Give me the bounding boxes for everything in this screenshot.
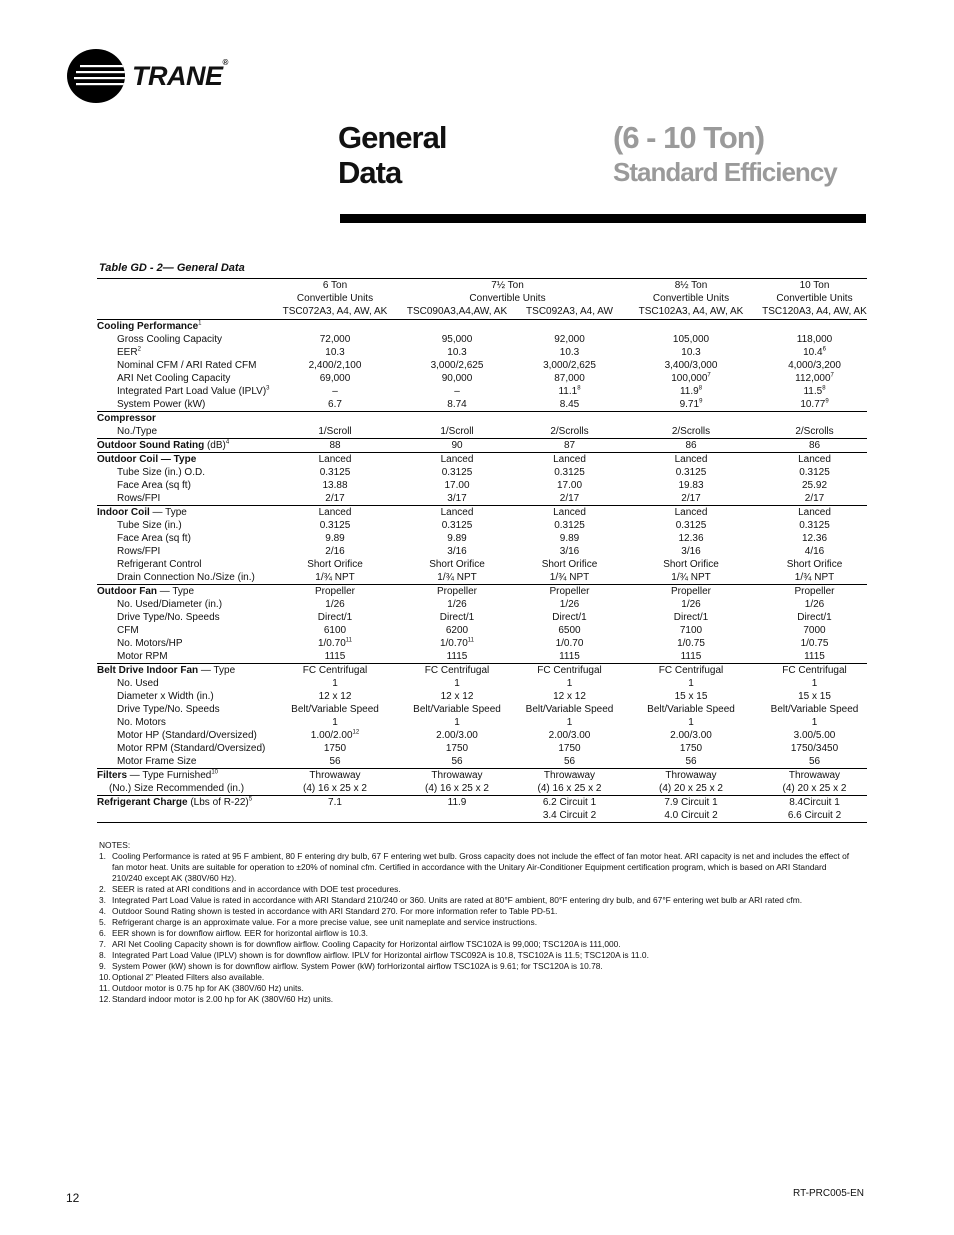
section-title: Compressor xyxy=(97,413,156,424)
table-cell: 7100 xyxy=(679,625,703,636)
table-cell: Short Orifice xyxy=(663,559,719,570)
table-cell: 10.77$^9$ xyxy=(762,398,867,412)
table-cell: 1/0.75 xyxy=(800,638,829,649)
table-cell: Propeller xyxy=(314,586,356,597)
table-cell: 17.00 xyxy=(556,480,583,491)
table-cell: Short Orifice xyxy=(429,559,485,570)
table-row: Rows/FPI 2/17 3/17 2/17 2/17 2/17 xyxy=(97,492,867,506)
table-cell: Lanced xyxy=(798,454,831,465)
table-cell: 0.3125 xyxy=(319,467,351,478)
table-row: Indoor Coil — Type Lanced Lanced Lanced Lanced Lanced xyxy=(97,506,867,520)
charge-section xyxy=(97,796,867,823)
table-cell: 1115 xyxy=(395,650,519,664)
table-cell: 56 xyxy=(275,755,395,769)
table-cell: FC Centrifugal xyxy=(658,665,724,676)
section-title: Outdoor Fan xyxy=(97,586,157,597)
compressor-section xyxy=(97,412,867,439)
table-cell: 1115 xyxy=(275,650,395,664)
header-models-row xyxy=(97,305,867,320)
table-cell: Lanced xyxy=(440,454,474,465)
table-cell: 1750 xyxy=(679,743,703,754)
trane-logo-icon xyxy=(66,48,126,104)
table-cell: Belt/Variable Speed xyxy=(291,704,379,715)
page-number: 12 xyxy=(66,1191,80,1205)
table-row: Diameter x Width (in.) 12 x 12 12 x 12 12 x 12 15 x 15 15 x 15 xyxy=(97,690,867,703)
table-cell: (4) 16 x 25 x 2 xyxy=(519,782,620,796)
note-item: 11. Outdoor motor is 0.75 hp for AK (380V/60 Hz) units. xyxy=(99,983,304,993)
table-cell: 1 xyxy=(688,717,694,728)
table-row: Gross Cooling Capacity 72,000 95,000 92,000 105,000 118,000 xyxy=(97,333,867,346)
table-cell: 0.3125 xyxy=(799,520,830,531)
table-cell: 6200 xyxy=(445,625,469,636)
title-rule xyxy=(340,214,866,223)
outdoor-fan-section xyxy=(97,585,867,664)
table-row: Nominal CFM / ARI Rated CFM 2,400/2,100 3,000/2,625 3,000/2,625 3,400/3,000 4,000/3,200 xyxy=(97,359,867,372)
table-row: CFM 6100 6200 6500 7100 7000 xyxy=(97,624,867,637)
note-item: 3. Integrated Part Load Value is rated in accordance with ARI Standard 210/240 or 360. Units are rated at 80°F ambient, 80°F entering dry bulb, and 67°F entering wet bulb ar ARI rated cfm. xyxy=(99,895,803,905)
table-cell: 2/Scrolls xyxy=(519,425,620,439)
table-cell: 3,400/3,000 xyxy=(664,360,718,371)
table-cell: 4,000/3,200 xyxy=(788,360,841,371)
table-cell: 6.2 Circuit 1 xyxy=(542,797,597,808)
table-cell: 100,000$^7$ xyxy=(671,372,711,384)
table-cell: 2/16 xyxy=(325,546,345,557)
table-row: EER$^2$ 10.3 10.3 10.3 10.3 10.4$^6$ xyxy=(97,346,867,359)
table-cell: 0.3125 xyxy=(554,467,585,478)
table-cell: 2/Scrolls xyxy=(762,425,867,439)
note-item: 5. Refrigerant charge is an approximate value. For a more precise value, see unit nameplate and service instructions. xyxy=(99,917,538,927)
table-row: Outdoor Sound Rating (dB)$^4$ 88 90 87 86 86 xyxy=(97,439,867,453)
table-row: No. Used 1 1 1 1 1 xyxy=(97,677,867,690)
table-row: Drive Type/No. Speeds Belt/Variable Speed Belt/Variable Speed Belt/Variable Speed Belt/Variable Speed Belt/Variable Speed xyxy=(97,703,867,716)
table-row: Drive Type/No. Speeds Direct/1 Direct/1 Direct/1 Direct/1 Direct/1 xyxy=(97,611,867,624)
unit-type-header: Convertible Units xyxy=(296,293,374,304)
table-cell: 0.3125 xyxy=(441,467,473,478)
table-cell: 0.3125 xyxy=(675,467,707,478)
table-cell: 86 xyxy=(762,439,867,453)
table-cell: 112,000$^7$ xyxy=(795,372,834,384)
table-cell: 10.3 xyxy=(447,347,467,358)
table-cell: 15 x 15 xyxy=(674,691,708,702)
table-cell: 11.1$^8$ xyxy=(558,385,581,397)
table-cell: Direct/1 xyxy=(797,612,832,623)
table-row: Outdoor Fan — Type Propeller Propeller Propeller Propeller Propeller xyxy=(97,585,867,599)
section-row xyxy=(97,412,867,426)
table-row: ARI Net Cooling Capacity 69,000 90,000 87,000 100,000$^7$ 112,000$^7$ xyxy=(97,372,867,385)
table-cell: – xyxy=(332,386,338,397)
table-cell: 1750/3450 xyxy=(790,743,839,754)
table-cell: 1/26 xyxy=(559,599,580,610)
table-row: System Power (kW) 6.7 8.74 8.45 9.71$^9$ 10.77$^9$ xyxy=(97,398,867,412)
table-cell: Belt/Variable Speed xyxy=(647,704,735,715)
table-row: Tube Size (in.) O.D. 0.3125 0.3125 0.3125 0.3125 0.3125 xyxy=(97,466,867,479)
table-cell: 3/16 xyxy=(559,546,580,557)
table-cell: 8.74 xyxy=(395,398,519,412)
table-cell: 11.5$^8$ xyxy=(803,385,826,397)
table-cell: 13.88 xyxy=(322,480,348,491)
note-item: 10. Optional 2” Pleated Filters also available. xyxy=(99,972,265,982)
table-cell: 7.9 Circuit 1 xyxy=(664,797,718,808)
table-cell: 1750 xyxy=(445,743,469,754)
table-cell: 1 xyxy=(811,678,818,689)
outdoor-coil-section xyxy=(97,453,867,506)
table-cell: 7.1 xyxy=(328,797,342,808)
table-cell: Propeller xyxy=(794,586,835,597)
unit-type-header: Convertible Units xyxy=(776,293,853,304)
table-cell: 0.3125 xyxy=(554,520,585,531)
header-tons-row xyxy=(97,279,867,293)
note-item: 2. SEER is rated at ARI conditions and in accordance with DOE test procedures. xyxy=(99,884,401,894)
table-cell: 1/0.70$^{11}$ xyxy=(439,637,475,649)
table-cell: 1750 xyxy=(323,743,347,754)
indoor-fan-section xyxy=(97,664,867,769)
note-item: 4. Outdoor Sound Rating shown is tested in accordance with ARI Standard 270. For more information refer to Table PD-51. xyxy=(99,906,558,916)
table-row: Refrigerant Charge (Lbs of R-22)$^5$ 7.1 11.9 6.2 Circuit 1 7.9 Circuit 1 8.4Circuit 1 xyxy=(97,796,867,810)
table-cell: 6500 xyxy=(558,625,581,636)
table-row: Refrigerant Control Short Orifice Short Orifice Short Orifice Short Orifice Short Orifice xyxy=(97,558,867,571)
table-cell: Lanced xyxy=(798,507,831,518)
table-cell: 12.36 xyxy=(801,533,828,544)
table-cell: 92,000 xyxy=(554,334,585,345)
table-cell: 11.9 xyxy=(447,797,467,808)
ton-header: 10 Ton xyxy=(762,279,867,293)
section-row: Cooling Performance$^1$ xyxy=(97,320,202,332)
table-cell: Throwaway xyxy=(665,770,717,781)
table-cell: 2/17 xyxy=(519,492,620,506)
table-cell: 1115 xyxy=(519,650,620,664)
model-header: TSC072A3, A4, AW, AK xyxy=(275,305,395,320)
table-cell: 1 xyxy=(454,717,460,728)
table-cell: 8.4Circuit 1 xyxy=(789,797,840,808)
table-cell: 1/0.70$^{11}$ xyxy=(317,637,353,649)
table-cell: 105,000 xyxy=(672,334,710,345)
ton-header: 8½ Ton xyxy=(620,279,762,293)
notes-list xyxy=(99,851,859,1005)
table-cell: 6100 xyxy=(323,625,347,636)
table-cell: Lanced xyxy=(318,454,352,465)
table-cell: 10.3 xyxy=(559,347,580,358)
table-cell: 1/26 xyxy=(325,599,345,610)
table-cell: 0.3125 xyxy=(675,520,707,531)
table-cell: (4) 16 x 25 x 2 xyxy=(275,782,395,796)
table-cell: 95,000 xyxy=(441,334,473,345)
note-item: 7. ARI Net Cooling Capacity shown is for downflow airflow. Cooling Capacity for Horizontal airflow TSC102A is 99,000; TSC120A is 111,000. xyxy=(99,939,621,949)
table-row: Tube Size (in.) 0.3125 0.3125 0.3125 0.3125 0.3125 xyxy=(97,519,867,532)
table-cell: 12 x 12 xyxy=(440,691,474,702)
table-cell: 1/Scroll xyxy=(275,425,395,439)
table-cell: 0.3125 xyxy=(319,520,351,531)
section-title: Outdoor Sound Rating xyxy=(97,440,205,451)
notes xyxy=(99,840,859,1005)
table-cell: Propeller xyxy=(549,586,590,597)
table-cell: 2.00/3.00 xyxy=(670,730,712,741)
table-row: Filters — Type Furnished$^{10}$ Throwaway Throwaway Throwaway Throwaway Throwaway xyxy=(97,769,867,783)
table-cell: 1 xyxy=(454,678,460,689)
table-cell: 15 x 15 xyxy=(798,691,831,702)
table-cell: 12 x 12 xyxy=(318,691,352,702)
document-code: RT-PRC005-EN xyxy=(793,1188,864,1199)
table-row: Integrated Part Load Value (IPLV)$^3$ – – 11.1$^8$ 11.9$^8$ 11.5$^8$ xyxy=(97,385,867,398)
table-cell: 12 x 12 xyxy=(553,691,586,702)
table-cell: 3.00/5.00 xyxy=(793,730,836,741)
table-cell: (4) 20 x 25 x 2 xyxy=(762,782,867,796)
table-cell: Belt/Variable Speed xyxy=(770,704,859,715)
table-cell: 6.7 xyxy=(275,398,395,412)
model-header: TSC090A3,A4,AW, AK xyxy=(395,305,519,320)
filters-section xyxy=(97,769,867,796)
ton-header: 7½ Ton xyxy=(395,279,620,293)
table-row: No. Used/Diameter (in.) 1/26 1/26 1/26 1/26 1/26 xyxy=(97,598,867,611)
model-header: TSC092A3, A4, AW xyxy=(519,305,620,320)
table-cell: 7000 xyxy=(803,625,826,636)
table-cell: 2/17 xyxy=(762,492,867,506)
table-cell: Belt/Variable Speed xyxy=(525,704,614,715)
note-item: 8. Integrated Part Load Value (IPLV) shown is for downflow airflow. IPLV for Horizontal airflow TSC092A is 10.8, TSC102A is 11.5; TSC120A is 11.0. xyxy=(99,950,649,960)
table-cell: 56 xyxy=(620,755,762,769)
section-title: Indoor Coil xyxy=(97,507,150,518)
table-cell: 0.3125 xyxy=(441,520,473,531)
table-cell: Lanced xyxy=(318,507,352,518)
table-cell: Lanced xyxy=(440,507,474,518)
table-cell: 1/¾ NPT xyxy=(762,571,867,585)
table-row xyxy=(97,453,867,467)
note-item: 9. System Power (kW) shown is for downflow airflow. System Power (kW) forHorizontal airflow TSC102A is 9.61; for TSC120A is 10.78. xyxy=(99,961,603,971)
table-cell: 3,000/2,625 xyxy=(430,360,484,371)
brand-wordmark: TRANE® xyxy=(132,57,228,91)
table-row: Motor Frame Size 56 56 56 56 56 xyxy=(97,755,867,769)
table-row: Face Area (sq ft) 13.88 17.00 17.00 19.83 25.92 xyxy=(97,479,867,492)
table-cell: 72,000 xyxy=(319,334,351,345)
table-cell: 56 xyxy=(762,755,867,769)
table-cell: Propeller xyxy=(436,586,478,597)
table-cell: 9.89 xyxy=(325,533,345,544)
table-cell: Direct/1 xyxy=(317,612,353,623)
table-cell: 25.92 xyxy=(801,480,828,491)
table-cell: (4) 20 x 25 x 2 xyxy=(620,782,762,796)
table-row: No./Type 1/Scroll 1/Scroll 2/Scrolls 2/Scrolls 2/Scrolls xyxy=(97,425,867,439)
table-cell: 1 xyxy=(811,717,818,728)
table-cell: Direct/1 xyxy=(552,612,587,623)
table-cell: 1 xyxy=(566,717,573,728)
table-cell: 1/¾ NPT xyxy=(395,571,519,585)
table-cell: 1/0.75 xyxy=(677,638,705,649)
table-cell: 1/Scroll xyxy=(395,425,519,439)
table-cell: 10.3 xyxy=(325,347,345,358)
table-cell: 90 xyxy=(395,439,519,453)
note-item: 12. Standard indoor motor is 2.00 hp for AK (380V/60 Hz) units. xyxy=(99,994,334,1004)
table-cell: Throwaway xyxy=(543,770,596,781)
table-cell xyxy=(395,809,519,823)
table-cell: Throwaway xyxy=(788,770,841,781)
table-cell: FC Centrifugal xyxy=(302,665,368,676)
table-row: (No.) Size Recommended (in.) (4) 16 x 25 x 2 (4) 16 x 25 x 2 (4) 16 x 25 x 2 (4) 20 x 25 x 2 (4) 20 x 25 x 2 xyxy=(97,782,867,796)
table-cell: 12.36 xyxy=(678,533,704,544)
table-row: Rows/FPI 2/16 3/16 3/16 3/16 4/16 xyxy=(97,545,867,558)
table-cell: 3,000/2,625 xyxy=(543,360,596,371)
table-row: No. Motors/HP 1/0.70$^{11}$ 1/0.70$^{11}$ 1/0.70 1/0.75 1/0.75 xyxy=(97,637,867,650)
table-cell: 1 xyxy=(332,717,338,728)
table-cell: 56 xyxy=(395,755,519,769)
table-row: Belt Drive Indoor Fan — Type FC Centrifugal FC Centrifugal FC Centrifugal FC Centrifugal FC Centrifugal xyxy=(97,664,867,678)
table-cell: 1115 xyxy=(762,650,867,664)
table-cell: 56 xyxy=(519,755,620,769)
table-cell: 9.89 xyxy=(559,533,580,544)
table-cell: 8.45 xyxy=(519,398,620,412)
table-cell: Direct/1 xyxy=(673,612,709,623)
table-cell: Short Orifice xyxy=(307,559,363,570)
indoor-coil-section xyxy=(97,506,867,585)
table-row: Drain Connection No./Size (in.) 1/¾ NPT 1/¾ NPT 1/¾ NPT 1/¾ NPT 1/¾ NPT xyxy=(97,571,867,585)
page-subtitle: (6 - 10 Ton) Standard Efficiency xyxy=(613,120,837,187)
table-cell: 3/16 xyxy=(447,546,467,557)
note-item: 6. EER shown is for downflow airflow. EER for horizontal airflow is 10.3. xyxy=(99,928,369,938)
table-cell: 1/0.70 xyxy=(555,638,584,649)
table-cell: 9.89 xyxy=(447,533,467,544)
table-cell: 1/26 xyxy=(681,599,701,610)
note-item: 1. Cooling Performance is rated at 95 F ambient, 80 F entering dry bulb, 67 F entering wet bulb. Gross capacity does not include the effect of fan motor heat. ARI capacity is net and includes the effect of fan motor heat. Units are suitable for operation to ±20% of nominal cfm. Certified in accordance with the Unitary Air-Conditioner Equipment certification program, which is based on ARI Standard 210/240 except AK (380V/60 Hz). xyxy=(99,851,850,883)
table-row: Motor HP (Standard/Oversized) 1.00/2.00$^{12}$ 2.00/3.00 2.00/3.00 2.00/3.00 3.00/5.00 xyxy=(97,729,867,742)
section-title: Refrigerant Charge xyxy=(97,797,188,808)
table-cell: 4.0 Circuit 2 xyxy=(620,809,762,823)
table-cell: 2,400/2,100 xyxy=(308,360,362,371)
table-cell: 1/¾ NPT xyxy=(519,571,620,585)
table-cell: Direct/1 xyxy=(439,612,475,623)
table-row: Motor RPM (Standard/Oversized) 1750 1750 1750 1750 1750/3450 xyxy=(97,742,867,755)
table-cell: FC Centrifugal xyxy=(782,665,847,676)
table-cell: 1/26 xyxy=(447,599,467,610)
table-cell: FC Centrifugal xyxy=(537,665,602,676)
table-cell: Throwaway xyxy=(431,770,483,781)
cooling-section xyxy=(97,320,867,412)
table-cell: 87 xyxy=(519,439,620,453)
table-cell: 1115 xyxy=(620,650,762,664)
sound-section xyxy=(97,439,867,453)
table-cell: 1750 xyxy=(558,743,581,754)
table-cell: 2.00/3.00 xyxy=(548,730,591,741)
unit-type-header: Convertible Units xyxy=(652,293,730,304)
table-cell: 1/¾ NPT xyxy=(275,571,395,585)
table-cell: 2/Scrolls xyxy=(620,425,762,439)
trane-logo xyxy=(66,48,228,104)
table-cell: Lanced xyxy=(553,454,586,465)
table-cell: Lanced xyxy=(553,507,586,518)
table-cell: Lanced xyxy=(674,454,708,465)
table-cell: 88 xyxy=(275,439,395,453)
model-header: TSC120A3, A4, AW, AK xyxy=(762,305,867,320)
general-data-table xyxy=(97,278,867,823)
table-cell: 10.4$^6$ xyxy=(803,346,826,358)
table-cell: 2.00/3.00 xyxy=(436,730,478,741)
table-cell: 11.9$^8$ xyxy=(679,385,703,397)
section-title: Cooling Performance xyxy=(97,321,199,332)
table-cell: – xyxy=(454,386,460,397)
table-cell: 6.6 Circuit 2 xyxy=(762,809,867,823)
table-cell: 3/17 xyxy=(395,492,519,506)
table-cell: 1 xyxy=(566,678,573,689)
section-title: Outdoor Coil — Type xyxy=(97,454,197,465)
table-cell: 1 xyxy=(332,678,338,689)
model-header: TSC102A3, A4, AW, AK xyxy=(620,305,762,320)
table-row: No. Motors 1 1 1 1 1 xyxy=(97,716,867,729)
table-cell: 86 xyxy=(620,439,762,453)
table-cell: 1.00/2.00$^{12}$ xyxy=(310,729,360,741)
table-cell: 0.3125 xyxy=(799,467,830,478)
table-cell: 118,000 xyxy=(796,334,833,345)
table-cell: 1/26 xyxy=(804,599,825,610)
table-row xyxy=(97,809,867,823)
table-cell: 90,000 xyxy=(441,373,473,384)
table-cell: 1 xyxy=(688,678,694,689)
table-cell: 2/17 xyxy=(620,492,762,506)
table-cell: 17.00 xyxy=(444,480,470,491)
table-cell xyxy=(275,809,395,823)
table-cell: 19.83 xyxy=(678,480,704,491)
header-unit-type-row xyxy=(97,292,867,305)
table-cell: Belt/Variable Speed xyxy=(413,704,501,715)
notes-heading: NOTES: xyxy=(99,840,131,850)
table-cell: Lanced xyxy=(674,507,708,518)
section-title: Belt Drive Indoor Fan xyxy=(97,665,199,676)
table-cell: 4/16 xyxy=(804,546,825,557)
table-cell: 3.4 Circuit 2 xyxy=(519,809,620,823)
table-row: Motor RPM 1115 1115 1115 1115 1115 xyxy=(97,650,867,664)
table-cell: FC Centrifugal xyxy=(424,665,490,676)
table-cell: 69,000 xyxy=(319,373,351,384)
table-cell: 87,000 xyxy=(554,373,585,384)
table-cell: (4) 16 x 25 x 2 xyxy=(395,782,519,796)
unit-type-header: Convertible Units xyxy=(469,293,546,304)
table-cell: 1/¾ NPT xyxy=(620,571,762,585)
table-cell: 9.71$^9$ xyxy=(620,398,762,412)
ton-header: 6 Ton xyxy=(275,279,395,293)
table-cell: Throwaway xyxy=(309,770,361,781)
table-cell: 2/17 xyxy=(275,492,395,506)
table-cell: 3/16 xyxy=(681,546,701,557)
section-title: Filters xyxy=(97,770,128,781)
table-cell: 10.3 xyxy=(681,347,701,358)
table-cell: Propeller xyxy=(670,586,712,597)
table-cell: Short Orifice xyxy=(786,559,843,570)
table-caption: Table GD - 2— General Data xyxy=(99,262,245,274)
table-cell: Short Orifice xyxy=(541,559,598,570)
table-row: Face Area (sq ft) 9.89 9.89 9.89 12.36 12.36 xyxy=(97,532,867,545)
page-title: General Data xyxy=(338,120,447,190)
